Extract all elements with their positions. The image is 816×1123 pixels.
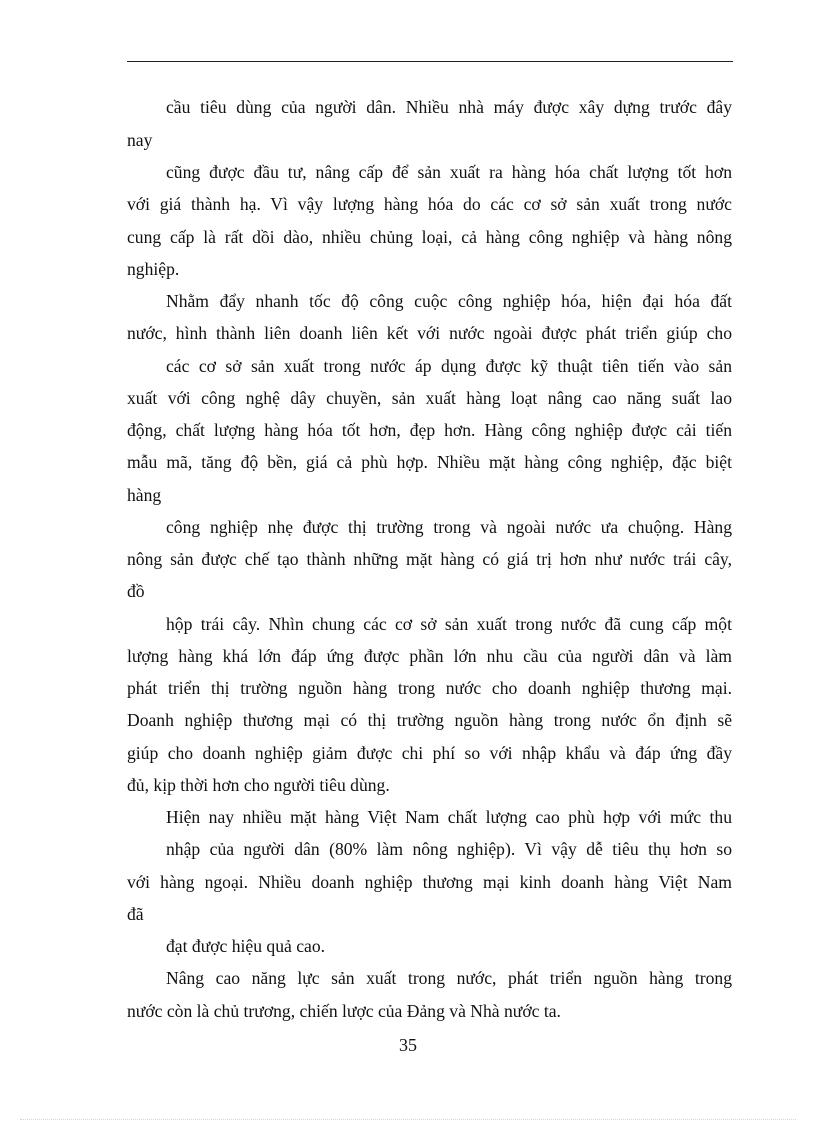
text-line: lượng hàng khá lớn đáp ứng được phần lớn nhu cầu của người dân và làm xyxy=(127,646,732,666)
text-line: đã xyxy=(127,904,144,924)
text-line: hàng xyxy=(127,485,162,505)
text-line: nay xyxy=(127,130,153,150)
text-line: nước còn là chủ trương, chiến lược của Đảng và Nhà nước ta. xyxy=(127,1001,561,1021)
header-rule xyxy=(127,61,733,62)
footer-divider xyxy=(20,1119,796,1120)
text-line: đủ, kịp thời hơn cho người tiêu dùng. xyxy=(127,775,390,795)
text-line: với hàng ngoại. Nhiều doanh nghiệp thương mại kinh doanh hàng Việt Nam xyxy=(127,872,732,892)
page-number: 35 xyxy=(399,1035,417,1055)
text-line: xuất với công nghệ dây chuyền, sản xuất hàng loạt nâng cao năng suất lao xyxy=(127,388,732,408)
text-line: nhập của người dân (80% làm nông nghiệp). Vì vậy dễ tiêu thụ hơn so xyxy=(166,839,732,859)
text-line: đạt được hiệu quả cao. xyxy=(166,936,326,956)
text-line: cầu tiêu dùng của người dân. Nhiều nhà máy được xây dựng trước đây xyxy=(166,97,732,117)
text-line: nghiệp. xyxy=(127,259,180,279)
text-line: đồ xyxy=(127,581,145,601)
text-line: hộp trái cây. Nhìn chung các cơ sở sản xuất trong nước đã cung cấp một xyxy=(166,614,732,634)
text-line: cũng được đầu tư, nâng cấp để sản xuất ra hàng hóa chất lượng tốt hơn xyxy=(166,162,732,182)
text-line: với giá thành hạ. Vì vậy lượng hàng hóa do các cơ sở sản xuất trong nước xyxy=(127,194,732,214)
text-line: động, chất lượng hàng hóa tốt hơn, đẹp hơn. Hàng công nghiệp được cải tiến xyxy=(127,420,732,440)
text-line: Nhằm đẩy nhanh tốc độ công cuộc công nghiệp hóa, hiện đại hóa đất xyxy=(166,291,732,311)
text-line: giúp cho doanh nghiệp giảm được chi phí so với nhập khẩu và đáp ứng đầy xyxy=(127,743,732,763)
text-line: Hiện nay nhiều mặt hàng Việt Nam chất lượng cao phù hợp với mức thu xyxy=(166,807,732,827)
text-line: Nâng cao năng lực sản xuất trong nước, phát triển nguồn hàng trong xyxy=(166,968,732,988)
text-line: công nghiệp nhẹ được thị trường trong và ngoài nước ưa chuộng. Hàng xyxy=(166,517,732,537)
text-line: các cơ sở sản xuất trong nước áp dụng được kỹ thuật tiên tiến vào sản xyxy=(166,356,732,376)
text-line: mẫu mã, tăng độ bền, giá cả phù hợp. Nhiều mặt hàng công nghiệp, đặc biệt xyxy=(127,452,732,472)
text-line: cung cấp là rất dồi dào, nhiều chủng loại, cả hàng công nghiệp và hàng nông xyxy=(127,227,732,247)
text-line: nước, hình thành liên doanh liên kết với nước ngoài được phát triển giúp cho xyxy=(127,323,732,343)
text-line: Doanh nghiệp thương mại có thị trường nguồn hàng trong nước ổn định sẽ xyxy=(127,710,732,730)
text-line: phát triển thị trường nguồn hàng trong nước cho doanh nghiệp thương mại. xyxy=(127,678,732,698)
text-line: nông sản được chế tạo thành những mặt hàng có giá trị hơn như nước trái cây, xyxy=(127,549,732,569)
